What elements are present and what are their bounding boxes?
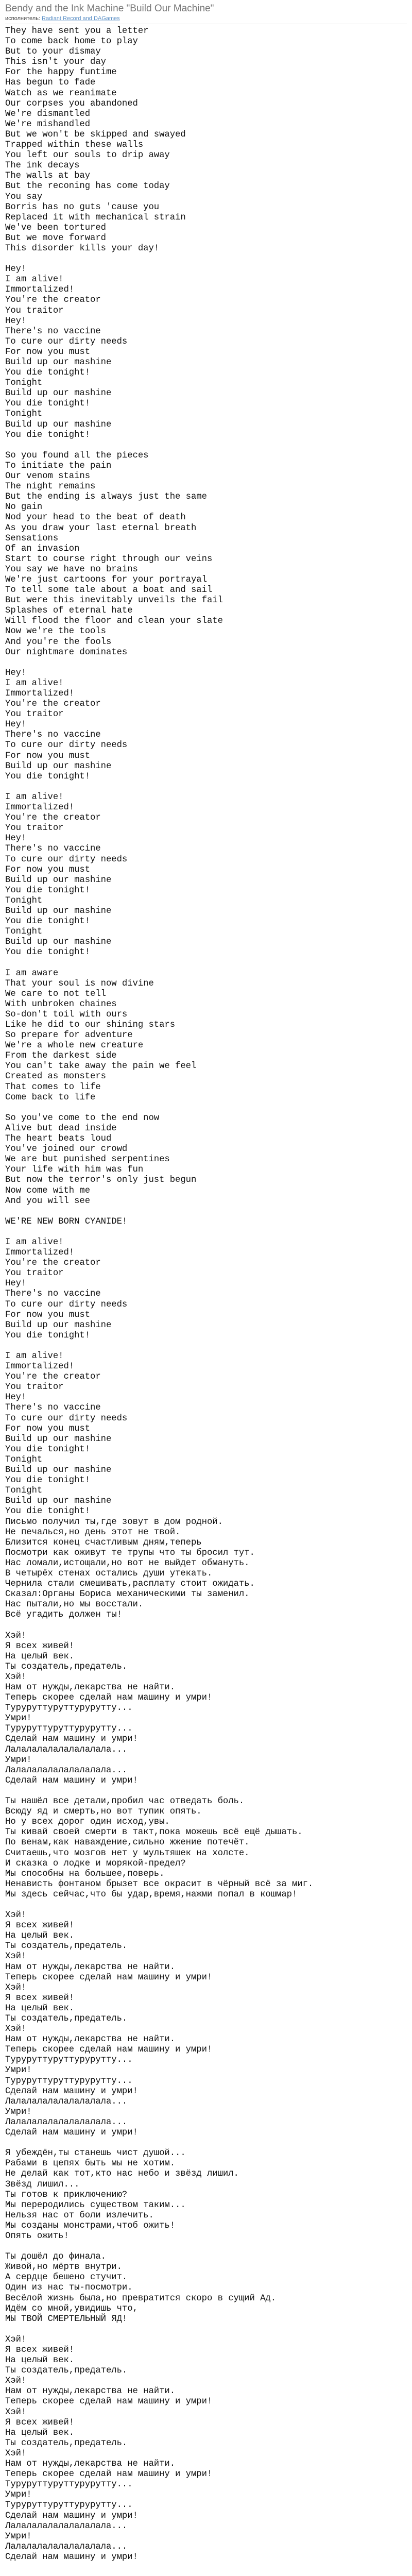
lyric-line: Сделай нам машину и умри! bbox=[5, 2511, 138, 2521]
lyric-line: Build up our mashine bbox=[5, 906, 112, 916]
lyric-line: На целый век. bbox=[5, 2355, 75, 2366]
lyric-line: From the darkest side bbox=[5, 1051, 117, 1061]
lyric-line: Считаешь,что мозгов нет у мультяшек на холсте. bbox=[5, 1848, 250, 1858]
lyric-line: You die tonight! bbox=[5, 430, 91, 440]
artist-byline bbox=[5, 15, 407, 22]
lyric-line: The night remains bbox=[5, 482, 96, 492]
lyric-line: Build up our mashine bbox=[5, 875, 112, 885]
lyric-line: You die tonight! bbox=[5, 947, 91, 958]
lyric-line: Теперь скорее сделай нам машину и умри! bbox=[5, 1693, 213, 1703]
lyric-line: Нам от нужды,лекарства не найти. bbox=[5, 1683, 176, 1692]
lyric-line: Я всех живей! bbox=[5, 1993, 75, 2003]
lyric-line: Умри! bbox=[5, 2065, 32, 2076]
lyric-line: Умри! bbox=[5, 1714, 32, 1724]
lyric-line: Туруруттуруттурурутту... bbox=[5, 1703, 133, 1714]
lyric-line: You die tonight! bbox=[5, 1444, 91, 1454]
lyric-line: That comes to life bbox=[5, 1082, 101, 1092]
lyric-line: Borris has no guts 'cause you bbox=[5, 202, 160, 212]
lyric-line: Build up our mashine bbox=[5, 1320, 112, 1330]
lyric-line: Умри! bbox=[5, 1755, 32, 1765]
lyric-line: Рабами в цепях быть мы не хотим. bbox=[5, 2159, 176, 2169]
lyric-line: Sensations bbox=[5, 533, 59, 544]
lyric-line: Now come with me bbox=[5, 1185, 91, 1196]
lyric-line: To cure our dirty needs bbox=[5, 1299, 128, 1310]
lyric-line: Хэй! bbox=[5, 2407, 27, 2417]
lyric-line: Посмотри как оживут те трупы что ты бросил тут. bbox=[5, 1548, 255, 1558]
lyric-line: But we won't be skipped and swayed bbox=[5, 129, 186, 140]
lyric-line: А сердце бешено стучит. bbox=[5, 2273, 128, 2283]
lyric-line: To cure our dirty needs bbox=[5, 1413, 128, 1423]
lyric-line: Build up our mashine bbox=[5, 1496, 112, 1506]
lyric-line: The walls at bay bbox=[5, 171, 91, 181]
lyric-line: You die tonight! bbox=[5, 1330, 91, 1341]
lyric-line: Ты дошёл до финала. bbox=[5, 2252, 106, 2262]
lyric-line: Хэй! bbox=[5, 1672, 27, 1682]
lyric-line: Hey! bbox=[5, 316, 27, 326]
lyric-line: Build up our mashine bbox=[5, 419, 112, 430]
lyric-line: Ты создатель,предатель. bbox=[5, 2014, 128, 2024]
lyric-line: Туруруттуруттурурутту... bbox=[5, 2500, 133, 2511]
lyric-line: Нас ломали,истощали,но вот не выйдет обмануть. bbox=[5, 1558, 250, 1568]
lyric-line: Нас пытали,но мы восстали. bbox=[5, 1600, 144, 1610]
artist-prefix: исполнитель: bbox=[5, 15, 42, 22]
lyric-line: Сделай нам машину и умри! bbox=[5, 1775, 138, 1786]
lyric-line: We are but punished serpentines bbox=[5, 1155, 170, 1165]
lyric-line: So you've come to the end now bbox=[5, 1113, 160, 1123]
lyric-line: Tonight bbox=[5, 927, 43, 937]
lyric-line: Ты готов к приключению? bbox=[5, 2190, 128, 2200]
lyric-line: For now you must bbox=[5, 751, 91, 761]
lyric-line: Хэй! bbox=[5, 1952, 27, 1962]
lyric-line: Ты кивай своей смерти в такт,пока можешь всё ещё дышать. bbox=[5, 1827, 303, 1838]
lyric-line: You traitor bbox=[5, 1268, 64, 1279]
lyric-line: We're a whole new creature bbox=[5, 1041, 144, 1051]
lyric-line: Один из нас ты-посмотри. bbox=[5, 2283, 133, 2293]
lyric-line: To tell some tale about a boat and sail bbox=[5, 585, 213, 596]
lyric-line: No gain bbox=[5, 502, 43, 513]
lyric-line: Сделай нам машину и умри! bbox=[5, 2086, 138, 2096]
lyric-line: Hey! bbox=[5, 834, 27, 844]
lyric-line: We're just cartoons for your portrayal bbox=[5, 574, 207, 585]
lyric-line: Нам от нужды,лекарства не найти. bbox=[5, 2459, 176, 2469]
lyric-line: Сделай нам машину и умри! bbox=[5, 1734, 138, 1744]
lyric-line: Я всех живей! bbox=[5, 2417, 75, 2428]
lyric-line: So prepare for adventure bbox=[5, 1030, 133, 1041]
lyric-line: Сделай нам машину и умри! bbox=[5, 2128, 138, 2138]
lyric-line: But to your dismay bbox=[5, 47, 101, 57]
lyric-line: Ты создатель,предатель. bbox=[5, 1941, 128, 1952]
lyric-line: Tonight bbox=[5, 409, 43, 419]
lyric-line: Our venom stains bbox=[5, 471, 91, 482]
lyric-line: Нам от нужды,лекарства не найти. bbox=[5, 1962, 176, 1972]
lyric-line: Has begun to fade bbox=[5, 78, 96, 88]
lyric-line: Туруруттуруттурурутту... bbox=[5, 2076, 133, 2086]
lyric-line: You're the creator bbox=[5, 1372, 101, 1382]
lyric-line: Immortalized! bbox=[5, 1362, 75, 1372]
lyric-line: По венам,как наваждение,сильно жжение потечёт. bbox=[5, 1838, 250, 1848]
lyric-line: Нельзя нас от боли излечить. bbox=[5, 2210, 154, 2221]
lyric-line: Tonight bbox=[5, 895, 43, 906]
lyric-line: Хэй! bbox=[5, 1982, 27, 1993]
lyric-line: Tonight bbox=[5, 1454, 43, 1465]
lyric-line: На целый век. bbox=[5, 2003, 75, 2013]
lyric-line: You're the creator bbox=[5, 295, 101, 306]
lyric-line: This disorder kills your day! bbox=[5, 243, 160, 253]
lyric-line: Мы созданы монстрами,чтоб ожить! bbox=[5, 2221, 176, 2231]
lyric-line: You traitor bbox=[5, 306, 64, 316]
lyric-line: You've joined our crowd bbox=[5, 1144, 128, 1155]
lyric-line: Our nightmare dominates bbox=[5, 647, 128, 657]
lyric-line: I am alive! bbox=[5, 792, 64, 802]
lyric-line: Trapped within these walls bbox=[5, 140, 144, 150]
lyric-line: Hey! bbox=[5, 1279, 27, 1289]
lyric-line: Письмо получил ты,где зовут в дом родной. bbox=[5, 1517, 223, 1527]
lyric-line: Туруруттуруттурурутту... bbox=[5, 2055, 133, 2065]
lyric-line: Весёлой жизнь была,но превратится скоро в сущий Ад. bbox=[5, 2293, 277, 2303]
lyric-line: The heart beats loud bbox=[5, 1134, 112, 1144]
lyric-line: Хэй! bbox=[5, 1910, 27, 1921]
lyric-line: Of an invasion bbox=[5, 544, 80, 554]
lyric-line: Tonight bbox=[5, 1486, 43, 1496]
lyric-line: You die tonight! bbox=[5, 771, 91, 782]
lyric-line: Your life with him was fun bbox=[5, 1165, 144, 1175]
lyric-line: For the happy funtime bbox=[5, 67, 117, 78]
lyric-line: But the reconing has come today bbox=[5, 181, 170, 192]
lyric-line: Мы способны на большее,поверь. bbox=[5, 1869, 165, 1879]
lyric-line: Ты нашёл все детали,пробил час отведать боль. bbox=[5, 1797, 245, 1807]
lyric-line: We care to not tell bbox=[5, 989, 106, 999]
lyric-line: So-don't toil with ours bbox=[5, 1009, 128, 1020]
lyric-line: Ты создатель,предатель. bbox=[5, 2366, 128, 2376]
lyric-line: As you draw your last eternal breath bbox=[5, 523, 197, 533]
lyric-line: Created as monsters bbox=[5, 1072, 106, 1082]
lyric-line: Не печалься,но день этот не твой. bbox=[5, 1527, 181, 1537]
lyric-line: Сказал:Органы Бориса механическими ты заменил. bbox=[5, 1589, 250, 1600]
lyric-line: Я всех живей! bbox=[5, 2345, 75, 2355]
lyric-line: Ты создатель,предатель. bbox=[5, 2438, 128, 2448]
lyric-line: Build up our mashine bbox=[5, 761, 112, 771]
lyric-line: I am alive! bbox=[5, 678, 64, 688]
lyric-line: Build up our mashine bbox=[5, 358, 112, 367]
lyric-line: Умри! bbox=[5, 2107, 32, 2117]
lyric-line: Нам от нужды,лекарства не найти. bbox=[5, 2035, 176, 2045]
lyric-line: Лалалалалалалалалала... bbox=[5, 2521, 128, 2531]
lyric-line: Хэй! bbox=[5, 2334, 27, 2345]
lyric-line: Alive but dead inside bbox=[5, 1123, 117, 1133]
lyric-line: They have sent you a letter bbox=[5, 26, 149, 36]
lyric-line: В четырёх стенах остались души утекать. bbox=[5, 1568, 213, 1579]
lyric-line: You die tonight! bbox=[5, 885, 91, 895]
lyric-line: Идём со мной,увидишь что, bbox=[5, 2303, 138, 2314]
lyric-line: To come back home to play bbox=[5, 37, 138, 47]
lyric-line: Всюду яд и смерть,но вот тупик опять. bbox=[5, 1807, 202, 1817]
lyric-line: I am alive! bbox=[5, 275, 64, 285]
lyric-line: МЫ ТВОЙ СМЕРТЕЛЬНЫЙ ЯД! bbox=[5, 2314, 128, 2324]
lyric-line: You traitor bbox=[5, 1382, 64, 1393]
lyric-line: To initiate the pain bbox=[5, 461, 112, 471]
lyric-line: Hey! bbox=[5, 264, 27, 275]
lyric-line: Like he did to our shining stars bbox=[5, 1020, 176, 1030]
lyric-line: The ink decays bbox=[5, 161, 80, 171]
lyric-line: There's no vaccine bbox=[5, 730, 101, 740]
lyric-line: Лалалалалалалалалала... bbox=[5, 1765, 128, 1775]
lyric-line: To cure our dirty needs bbox=[5, 854, 128, 865]
lyric-line: You say bbox=[5, 192, 43, 202]
lyric-line: Immortalized! bbox=[5, 803, 75, 813]
lyric-line: Близится конец счастливым дням,теперь bbox=[5, 1537, 202, 1548]
lyric-line: You die tonight! bbox=[5, 368, 91, 378]
lyric-line: This isn't your day bbox=[5, 57, 106, 67]
lyric-line: Умри! bbox=[5, 2531, 32, 2541]
lyric-line: You die tonight! bbox=[5, 917, 91, 927]
lyric-line: Теперь скорее сделай нам машину и умри! bbox=[5, 1972, 213, 1982]
lyric-line: I am alive! bbox=[5, 1351, 64, 1361]
lyric-line: But were this inevitably unveils the fail bbox=[5, 596, 223, 606]
lyric-line: But the ending is always just the same bbox=[5, 492, 207, 502]
lyric-line: You left our souls to drip away bbox=[5, 150, 170, 161]
lyric-line: Build up our mashine bbox=[5, 1434, 112, 1444]
lyric-line: Our corpses you abandoned bbox=[5, 98, 138, 109]
lyric-line: Хэй! bbox=[5, 2448, 27, 2459]
lyrics-text bbox=[5, 26, 407, 2563]
lyric-line: There's no vaccine bbox=[5, 1403, 101, 1413]
lyric-line: WE'RE NEW BORN CYANIDE! bbox=[5, 1216, 128, 1227]
lyric-line: To cure our dirty needs bbox=[5, 740, 128, 751]
lyric-line: Умри! bbox=[5, 2490, 32, 2500]
lyric-line: Immortalized! bbox=[5, 689, 75, 699]
lyric-line: There's no vaccine bbox=[5, 844, 101, 854]
lyric-line: You say we have no brains bbox=[5, 564, 138, 574]
lyric-line: Will flood the floor and clean your slate bbox=[5, 616, 223, 626]
lyric-line: For now you must bbox=[5, 865, 91, 875]
lyric-line: Build up our mashine bbox=[5, 388, 112, 399]
lyric-line: Hey! bbox=[5, 668, 27, 678]
lyric-line: Come back to life bbox=[5, 1092, 96, 1103]
lyric-line: Tonight bbox=[5, 378, 43, 388]
lyric-line: To cure our dirty needs bbox=[5, 336, 128, 347]
lyric-line: Теперь скорее сделай нам машину и умри! bbox=[5, 2469, 213, 2480]
lyric-line: Ненависть фонтаном брызет все окрасит в чёрный всё за миг. bbox=[5, 1879, 314, 1889]
lyric-line: Ты создатель,предатель. bbox=[5, 1662, 128, 1672]
lyric-line: Опять ожить! bbox=[5, 2231, 69, 2241]
lyric-line: Туруруттуруттурурутту... bbox=[5, 1724, 133, 1734]
lyric-line: Splashes of eternal hate bbox=[5, 606, 133, 616]
lyric-line: На целый век. bbox=[5, 1931, 75, 1941]
lyric-line: Watch as we reanimate bbox=[5, 88, 117, 98]
lyric-line: Immortalized! bbox=[5, 1248, 75, 1258]
lyric-line: For now you must bbox=[5, 1423, 91, 1434]
lyric-line: I am alive! bbox=[5, 1237, 64, 1247]
lyric-line: You traitor bbox=[5, 709, 64, 720]
lyric-line: Туруруттуруттурурутту... bbox=[5, 2480, 133, 2490]
lyric-line: So you found all the pieces bbox=[5, 450, 149, 461]
lyric-line: Start to course right through our veins bbox=[5, 554, 213, 564]
lyric-line: Хэй! bbox=[5, 2024, 27, 2035]
lyric-line: But we move forward bbox=[5, 233, 106, 243]
lyric-line: Чернила стали смешивать,расплату стоит ожидать. bbox=[5, 1579, 255, 1589]
lyric-line: Hey! bbox=[5, 720, 27, 730]
lyric-line: There's no vaccine bbox=[5, 326, 101, 336]
lyric-line: Hey! bbox=[5, 1393, 27, 1403]
lyric-line: For now you must bbox=[5, 1310, 91, 1320]
lyric-line: Replaced it with mechanical strain bbox=[5, 212, 186, 223]
lyric-line: We've been tortured bbox=[5, 223, 106, 233]
lyric-line: Звёзд лишил... bbox=[5, 2179, 80, 2190]
lyric-line: На целый век. bbox=[5, 1651, 75, 1662]
lyric-line: Хэй! bbox=[5, 2376, 27, 2386]
lyric-line: You can't take away the pain we feel bbox=[5, 1061, 197, 1072]
lyric-line: Я убеждён,ты станешь чист душой... bbox=[5, 2148, 186, 2159]
lyric-line: You die tonight! bbox=[5, 1476, 91, 1486]
lyric-line: Мы здесь сейчас,что бы удар,время,нажми попал в кошмар! bbox=[5, 1889, 298, 1900]
lyric-line: И сказка о лодке и морякой-предел? bbox=[5, 1858, 186, 1869]
lyric-line: Но у всех дорог один исход,увы. bbox=[5, 1817, 170, 1827]
lyric-line: For now you must bbox=[5, 347, 91, 357]
lyric-line: We're mishandled bbox=[5, 119, 91, 129]
lyric-line: You're the creator bbox=[5, 699, 101, 709]
lyric-line: There's no vaccine bbox=[5, 1289, 101, 1299]
song-title: Bendy and the Ink Machine "Build Our Machine" bbox=[5, 3, 214, 14]
lyric-line: Живой,но мёртв внутри. bbox=[5, 2262, 122, 2273]
lyric-line: Лалалалалалалалалала... bbox=[5, 2096, 128, 2107]
lyric-line: Nod your head to the beat of death bbox=[5, 513, 186, 523]
lyric-line: Сделай нам машину и умри! bbox=[5, 2552, 138, 2562]
lyric-line: With unbroken chaines bbox=[5, 999, 117, 1009]
lyric-line: Now we're the tools bbox=[5, 626, 106, 637]
lyric-line: You're the creator bbox=[5, 1258, 101, 1268]
lyric-line: Я всех живей! bbox=[5, 1921, 75, 1931]
lyric-line: Build up our mashine bbox=[5, 1465, 112, 1476]
lyric-line: You're the creator bbox=[5, 813, 101, 823]
lyric-line: Лалалалалалалалалала... bbox=[5, 2541, 128, 2552]
lyric-line: We're dismantled bbox=[5, 109, 91, 119]
lyric-line: Всё угадить должен ты! bbox=[5, 1610, 122, 1620]
lyric-line: Лалалалалалалалалала... bbox=[5, 2117, 128, 2127]
lyric-line: Мы переродились существом таким... bbox=[5, 2200, 186, 2210]
lyric-line: Immortalized! bbox=[5, 285, 75, 295]
lyric-line: And you will see bbox=[5, 1196, 91, 1206]
lyric-line: That your soul is now divine bbox=[5, 978, 154, 989]
lyric-line: На целый век. bbox=[5, 2428, 75, 2438]
lyric-line: And you're the fools bbox=[5, 637, 112, 647]
artist-link[interactable]: Radiant Record and DAGames bbox=[42, 15, 120, 22]
lyric-line: You traitor bbox=[5, 823, 64, 834]
lyric-line: Build up our mashine bbox=[5, 937, 112, 947]
lyric-line: Нам от нужды,лекарства не найти. bbox=[5, 2386, 176, 2397]
lyric-line: But now the terror's only just begun bbox=[5, 1175, 197, 1185]
lyric-line: You die tonight! bbox=[5, 399, 91, 409]
lyric-line: I am aware bbox=[5, 968, 59, 978]
lyric-line: Я всех живей! bbox=[5, 1641, 75, 1651]
lyric-line: Не делай как тот,кто нас небо и звёзд лишил. bbox=[5, 2169, 239, 2179]
lyric-line: Теперь скорее сделай нам машину и умри! bbox=[5, 2045, 213, 2055]
lyric-line: Теперь скорее сделай нам машину и умри! bbox=[5, 2397, 213, 2407]
lyric-line: Лалалалалалалалалала... bbox=[5, 1744, 128, 1755]
lyric-line: You die tonight! bbox=[5, 1506, 91, 1517]
lyric-line: Хэй! bbox=[5, 1631, 27, 1641]
